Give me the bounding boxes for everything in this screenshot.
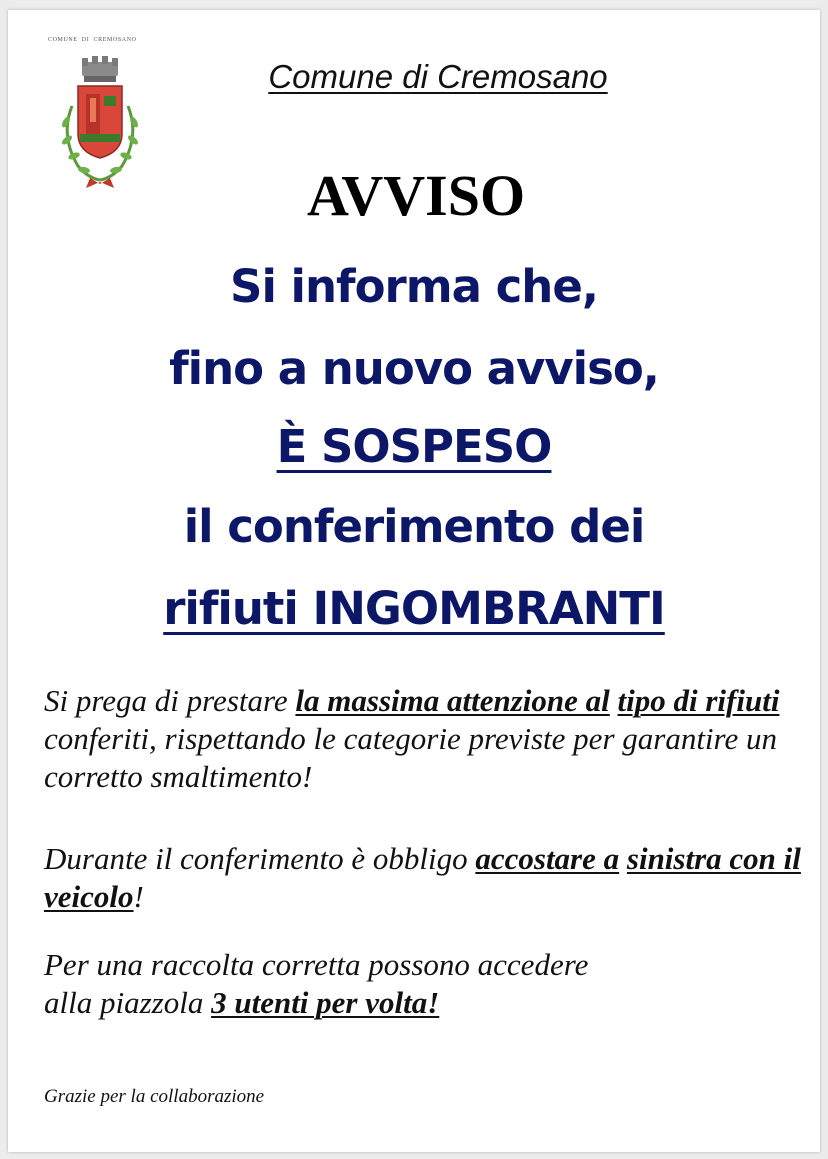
p2-end: ! — [133, 879, 144, 914]
headline-line-5 — [8, 584, 820, 634]
notice-title: AVVISO — [306, 163, 526, 228]
headline-line-2: fino a nuovo avviso, — [169, 342, 659, 395]
p2-intro: Durante il conferimento è obbligo — [44, 841, 476, 876]
users-paragraph — [44, 946, 814, 1022]
crest-caption: COMUNE DI CREMOSANO — [48, 37, 137, 43]
p3-emphasis: 3 utenti per volta! — [211, 985, 440, 1020]
thanks-note: Grazie per la collaborazione — [44, 1086, 265, 1107]
p1-emphasis-2: tipo di rifiuti — [617, 683, 780, 718]
municipality-name: Comune di Cremosano — [268, 58, 608, 95]
headline-line-1: Si informa che, — [230, 260, 598, 313]
bulky-waste-label: rifiuti INGOMBRANTI — [163, 582, 665, 635]
attention-paragraph — [44, 682, 814, 796]
suspended-label: È SOSPESO — [276, 420, 552, 473]
p2-emphasis-1: accostare a — [475, 841, 620, 876]
p1-emphasis-1: la massima attenzione al — [295, 683, 610, 718]
p1-intro: Si prega di prestare — [44, 683, 296, 718]
p1-rest: conferiti, rispettando le categorie previste per garantire un corretto smaltimento! — [44, 721, 777, 794]
vehicle-paragraph — [44, 840, 814, 916]
notice-sheet — [8, 10, 820, 1152]
p2-emphasis-2: sinistra con il veicolo — [44, 841, 801, 914]
p3-line2: alla piazzola — [44, 985, 212, 1020]
headline-line-4: il conferimento dei — [183, 500, 645, 553]
headline-line-3 — [8, 422, 820, 472]
p3-intro: Per una raccolta corretta possono accedere — [44, 947, 589, 982]
